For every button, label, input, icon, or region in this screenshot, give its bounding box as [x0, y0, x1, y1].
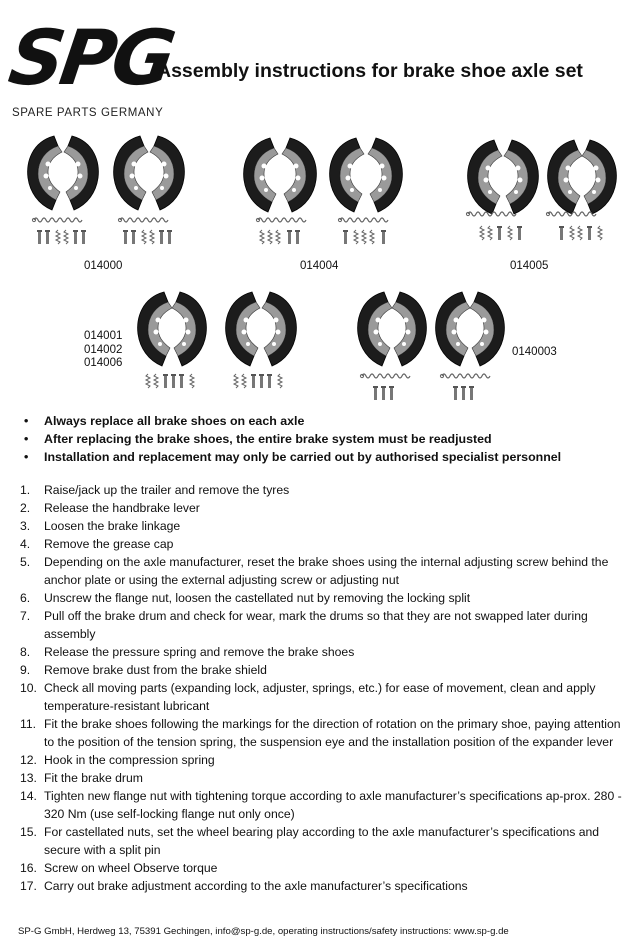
kit-label-014001: 014001	[84, 330, 123, 342]
brake-shoe-set-image	[460, 134, 620, 260]
kit-labels-014001-014002-014006	[84, 330, 122, 371]
logo-wordmark: SPG	[3, 13, 178, 102]
step-item: 2. Release the handbrake lever	[20, 501, 200, 515]
step-item: 5. Depending on the axle manufacturer, reset the brake shoes using the internal adjusting screw behind the anchor plate or using the external adjusting screw or adjusting nut	[20, 555, 609, 587]
kit-image-014004	[236, 134, 410, 260]
step-item: 9. Remove brake dust from the brake shield	[20, 663, 267, 677]
safety-note: • After replacing the brake shoes, the entire brake system must be readjusted	[24, 430, 624, 448]
spg-logo	[3, 13, 178, 122]
kit-image-014000	[18, 134, 188, 260]
step-item: 6. Unscrew the flange nut, loosen the castellated nut by removing the locking split	[20, 591, 471, 605]
kit-label-014006: 014006	[84, 357, 123, 369]
brake-shoe-set-image	[350, 290, 510, 406]
step-item: 10. Check all moving parts (expanding lock, adjuster, springs, etc.) for ease of movement, clean and apply temperature-resistant lubricant	[20, 681, 596, 713]
step-item: 4. Remove the grease cap	[20, 537, 174, 551]
footer-contact: SP-G GmbH, Herdweg 13, 75391 Gechingen, info@sp-g.de, operating instructions/safety instructions: www.sp-g.de	[18, 926, 509, 937]
kit-label-014002: 014002	[84, 343, 123, 356]
step-item: 11. Fit the brake shoes following the markings for the direction of rotation on the primary shoe, paying attention to the position of the tension spring, the suspension eye and the installation position of the expander lever	[20, 717, 621, 749]
step-item: 15. For castellated nuts, set the wheel bearing play according to the axle manufacturer’s specifications and secure with a split pin	[20, 825, 600, 857]
step-item: 13. Fit the brake drum	[20, 771, 143, 785]
step-item: 7. Pull off the brake drum and check for wear, mark the drums so that they are not swapped later during assembly	[20, 609, 588, 641]
kit-label-014000: 014000	[84, 260, 123, 272]
step-item: 14. Tighten new flange nut with tightening torque according to axle manufacturer’s specifications ap-prox. 280 - 320 Nm (use self-locking flange nut only once)	[20, 789, 622, 821]
safety-note: • Always replace all brake shoes on each axle	[24, 412, 624, 430]
step-item: 16. Screw on wheel Observe torque	[20, 861, 218, 875]
step-item: 3. Loosen the brake linkage	[20, 519, 181, 533]
brake-shoe-set-image	[130, 290, 310, 402]
page-title: Assembly instructions for brake shoe axle set	[157, 60, 583, 82]
kit-image-0140003	[350, 290, 510, 406]
kit-image-014001	[130, 290, 310, 402]
step-item: 8. Release the pressure spring and remove the brake shoes	[20, 645, 355, 659]
brake-shoe-set-image	[236, 134, 410, 260]
kit-label-0140003: 0140003	[512, 346, 557, 358]
step-item: 17. Carry out brake adjustment according to the axle manufacturer’s specifications	[20, 879, 468, 893]
kit-label-014005: 014005	[510, 260, 549, 272]
kit-label-014004: 014004	[300, 260, 339, 272]
logo-subtitle: SPARE PARTS GERMANY	[12, 107, 164, 119]
step-item: 12. Hook in the compression spring	[20, 753, 215, 767]
instruction-steps	[20, 481, 624, 895]
kit-image-014005	[460, 134, 620, 260]
safety-notes-list	[24, 412, 624, 466]
brake-shoe-set-image	[18, 134, 188, 260]
safety-note: • Installation and replacement may only be carried out by authorised specialist personnel	[24, 448, 624, 466]
step-item: 1. Raise/jack up the trailer and remove the tyres	[20, 483, 290, 497]
